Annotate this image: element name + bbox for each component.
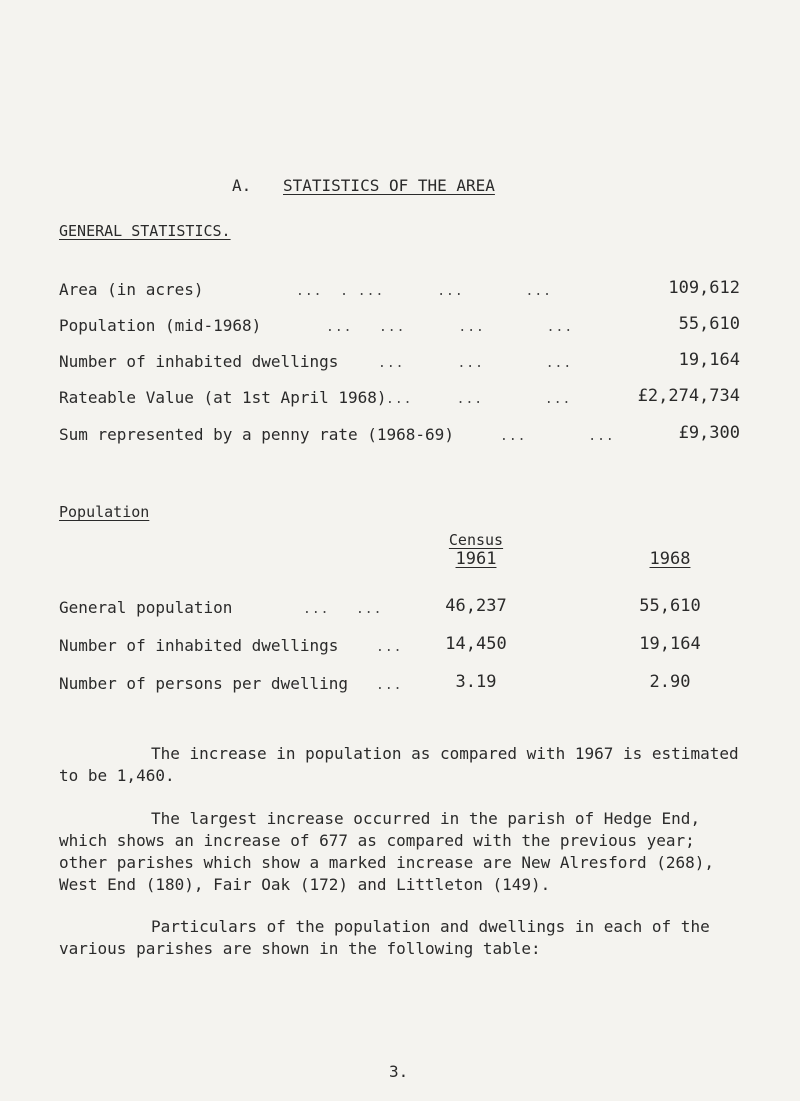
population-row-label: Number of persons per dwelling xyxy=(59,674,348,693)
column-header-1961: 1961 xyxy=(455,549,497,569)
paragraph-line: Particulars of the population and dwellings in each of the xyxy=(151,917,710,936)
leader-dots: ... xyxy=(376,640,403,655)
leader-dots: ... ... ... ... xyxy=(326,320,574,335)
paragraph-line: The increase in population as compared with 1967 is estimated xyxy=(151,744,739,763)
stat-value-population: 55,610 xyxy=(678,314,740,334)
stat-label-rateable-value: Rateable Value (at 1st April 1968) xyxy=(59,388,387,407)
general-statistics-heading: GENERAL STATISTICS. xyxy=(59,222,231,240)
leader-dots: ... xyxy=(376,678,403,693)
population-value-1968: 19,164 xyxy=(639,634,701,654)
population-value-1961: 3.19 xyxy=(455,672,497,692)
stat-value-dwellings: 19,164 xyxy=(678,350,740,370)
stat-label-dwellings: Number of inhabited dwellings xyxy=(59,352,339,371)
leader-dots: ... ... xyxy=(500,429,615,444)
population-row-label: Number of inhabited dwellings xyxy=(59,636,339,655)
leader-dots: ... ... xyxy=(303,602,383,617)
population-heading: Population xyxy=(59,503,150,521)
leader-dots: ... ... ... xyxy=(378,356,573,371)
paragraph-line: which shows an increase of 677 as compared with the previous year; xyxy=(59,831,695,850)
paragraph-line: West End (180), Fair Oak (172) and Littleton (149). xyxy=(59,875,551,894)
page-title: STATISTICS OF THE AREA xyxy=(283,176,495,195)
section-letter: A. xyxy=(232,176,252,195)
stat-value-area: 109,612 xyxy=(668,278,740,298)
paragraph-line: The largest increase occurred in the parish of Hedge End, xyxy=(151,809,701,828)
stat-value-penny-rate: £9,300 xyxy=(678,423,740,443)
population-row-label: General population xyxy=(59,598,233,617)
leader-dots: ... . ... ... ... xyxy=(296,284,552,299)
leader-dots: ... ... ... xyxy=(386,392,572,407)
paragraph-line: other parishes which show a marked increase are New Alresford (268), xyxy=(59,853,715,872)
stat-label-population: Population (mid-1968) xyxy=(59,316,262,335)
population-value-1961: 14,450 xyxy=(445,634,507,654)
column-header-1968: 1968 xyxy=(649,549,691,569)
paragraph-line: to be 1,460. xyxy=(59,766,175,785)
stat-label-area: Area (in acres) xyxy=(59,280,204,299)
population-value-1968: 55,610 xyxy=(639,596,701,616)
stat-label-penny-rate: Sum represented by a penny rate (1968-69) xyxy=(59,425,454,444)
population-value-1968: 2.90 xyxy=(649,672,691,692)
population-value-1961: 46,237 xyxy=(445,596,507,616)
paragraph-line: various parishes are shown in the following table: xyxy=(59,939,541,958)
page-number: 3. xyxy=(389,1062,409,1081)
stat-value-rateable-value: £2,274,734 xyxy=(637,386,740,406)
census-label: Census xyxy=(448,531,504,549)
